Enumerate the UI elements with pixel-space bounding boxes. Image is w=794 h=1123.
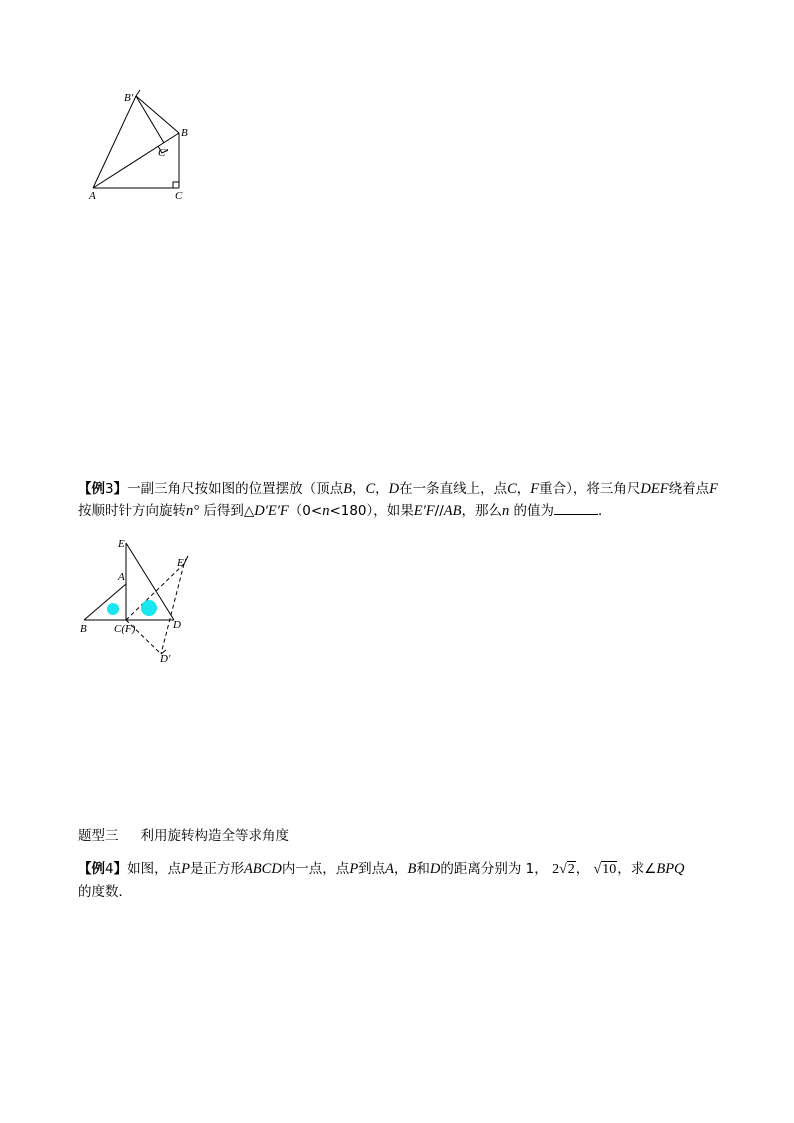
label-cf: C(F): [114, 623, 136, 635]
example-4-text: 【例4】如图，点P是正方形ABCD内一点，点P到点A，B和D的距离分别为 1， 2√2， √10，求∠BPQ 的度数．: [78, 861, 685, 900]
label-e-prime: E′: [177, 557, 187, 569]
section-title: 利用旋转构造全等求角度: [140, 828, 289, 844]
segment-b-prime-c-prime: [136, 96, 164, 143]
cyan-marker-large: [141, 600, 157, 616]
math-sqrt-10: √10: [593, 862, 617, 877]
label-e: E: [118, 538, 125, 550]
label-b: B: [181, 127, 188, 139]
figure-set-squares: [76, 534, 206, 669]
section-label: 题型三: [78, 828, 119, 844]
segment-b-a: [84, 584, 126, 620]
cyan-marker-small: [107, 603, 119, 615]
example-3-text: 【例3】一副三角尺按如图的位置摆放（顶点B，C，D在一条直线上，点C，F重合），将三角尺DEF绕着点F按顺时针方向旋转n° 后得到△D′E′F（0<n<180），如果E′F//AB，那么n 的值为 ．: [78, 481, 718, 519]
label-c-prime: C′: [158, 147, 168, 159]
label-b: B: [80, 623, 87, 635]
label-a: A: [89, 190, 96, 202]
answer-blank[interactable]: [554, 501, 598, 515]
section-heading: [78, 824, 289, 844]
label-a: A: [118, 571, 125, 583]
label-d-prime: D′: [160, 653, 171, 665]
segment-e-prime-d-prime: [161, 564, 184, 654]
label-c: C: [175, 190, 183, 202]
segment-b-prime-b: [136, 96, 179, 133]
figure-rotated-triangle: [80, 86, 200, 206]
label-d: D: [173, 619, 181, 631]
label-b-prime: B′: [124, 92, 134, 104]
math-2-sqrt-2: 2√2: [552, 862, 575, 877]
right-angle-mark-c: [173, 182, 179, 188]
segment-b-prime-tail: [136, 90, 140, 96]
